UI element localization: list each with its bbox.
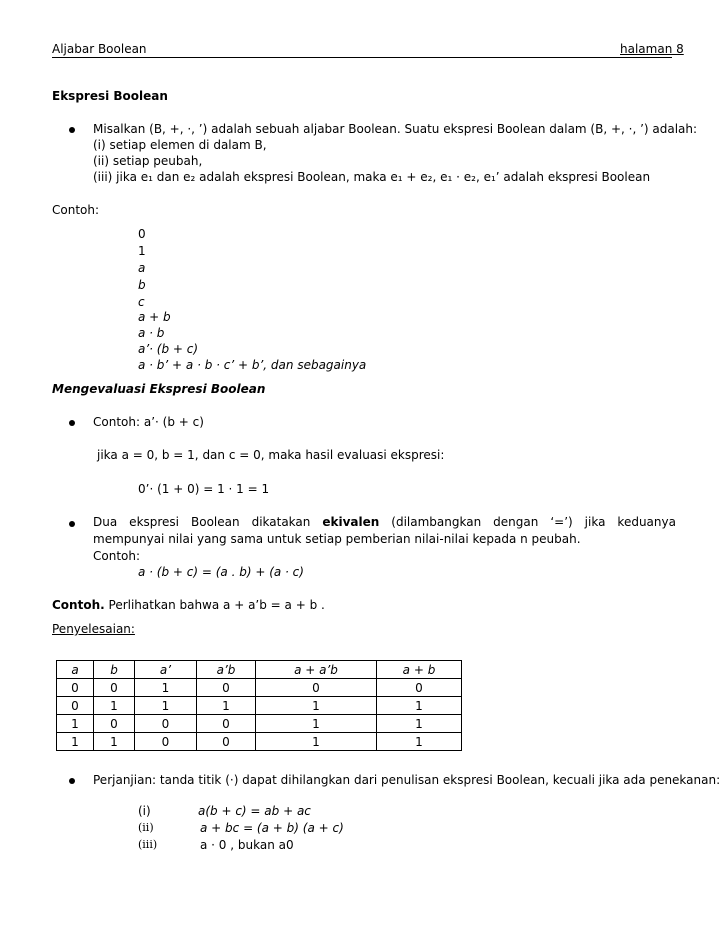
equivalence-example-label: Contoh: [93, 549, 141, 563]
example-label: Contoh: [52, 203, 100, 217]
table-row [57, 697, 462, 715]
solution-label: Penyelesaian: [52, 622, 135, 636]
definition-item-3: (iii) jika e₁ dan e₂ adalah ekspresi Boolean, maka e₁ + e₂, e₁ · e₂, e₁’ adalah ekspresi Boolean [93, 170, 651, 184]
table-cell: 1 [135, 679, 197, 697]
convention-expr-2: a + bc = (a + b) (a + c) [200, 821, 344, 835]
table-header-cell: a’ [135, 661, 197, 679]
table-cell: 0 [135, 715, 197, 733]
example-expr-5: c [138, 295, 145, 309]
example-expr-6: a + b [138, 310, 171, 324]
section-heading-ekspresi: Ekspresi Boolean [52, 89, 168, 103]
bullet-icon [69, 127, 75, 133]
table-header-cell: b [94, 661, 135, 679]
table-header-cell: a + b [377, 661, 462, 679]
table-cell: 0 [377, 679, 462, 697]
proof-example [52, 597, 325, 613]
evaluation-result: 0’· (1 + 0) = 1 · 1 = 1 [138, 482, 270, 496]
example-expr-8: a’· (b + c) [138, 342, 199, 356]
table-cell: 1 [197, 697, 256, 715]
bullet-icon [69, 420, 75, 426]
evaluation-example: Contoh: a’· (b + c) [93, 415, 204, 429]
definition-item-1: (i) setiap elemen di dalam B, [93, 138, 267, 152]
example-expr-9: a · b’ + a · b · c’ + b’, dan sebagainya [138, 358, 367, 372]
definition-intro: Misalkan (B, +, ·, ’) adalah sebuah aljabar Boolean. Suatu ekspresi Boolean dalam (B, +, ·, ’) adalah: [93, 122, 698, 136]
table-header-row [57, 661, 462, 679]
table-cell: 1 [94, 733, 135, 751]
table-cell: 1 [377, 733, 462, 751]
example-expr-3: a [138, 261, 146, 275]
table-cell: 1 [256, 697, 377, 715]
header-rule [52, 57, 672, 58]
equivalence-text-a: Dua ekspresi Boolean dikatakan [93, 515, 311, 529]
table-cell: 0 [197, 715, 256, 733]
section-heading-evaluasi: Mengevaluasi Ekspresi Boolean [52, 382, 266, 396]
table-cell: 0 [197, 679, 256, 697]
table-cell: 1 [377, 715, 462, 733]
bullet-icon [69, 778, 75, 784]
table-cell: 1 [377, 697, 462, 715]
table-cell: 0 [57, 679, 94, 697]
table-cell: 0 [197, 733, 256, 751]
table-cell: 1 [57, 733, 94, 751]
example-expr-1: 0 [138, 227, 146, 241]
definition-item-2: (ii) setiap peubah, [93, 154, 203, 168]
example-expr-4: b [138, 278, 146, 292]
evaluation-condition: jika a = 0, b = 1, dan c = 0, maka hasil evaluasi ekspresi: [97, 448, 445, 462]
table-row [57, 679, 462, 697]
table-cell: 0 [94, 715, 135, 733]
equivalence-definition [93, 514, 676, 548]
equivalence-example: a · (b + c) = (a . b) + (a · c) [138, 565, 304, 579]
table-header-cell: a + a’b [256, 661, 377, 679]
table-cell: 1 [135, 697, 197, 715]
bullet-icon [69, 521, 75, 527]
table-header-cell: a’b [197, 661, 256, 679]
header-title: Aljabar Boolean [52, 42, 147, 56]
table-cell: 0 [57, 697, 94, 715]
table-cell: 0 [135, 733, 197, 751]
table-cell: 0 [94, 679, 135, 697]
convention-expr-1: a(b + c) = ab + ac [198, 804, 311, 818]
table-row [57, 733, 462, 751]
table-cell: 1 [57, 715, 94, 733]
equivalence-term: ekivalen [322, 515, 380, 529]
proof-example-label: Contoh. [52, 598, 105, 612]
table-header-cell: a [57, 661, 94, 679]
convention-num-2: (ii) [138, 821, 154, 834]
table-cell: 0 [256, 679, 377, 697]
table-row [57, 715, 462, 733]
convention-expr-3: a · 0 , bukan a0 [200, 838, 294, 852]
table-cell: 1 [256, 715, 377, 733]
proof-example-text: Perlihatkan bahwa a + a’b = a + b . [108, 598, 325, 612]
example-expr-7: a · b [138, 326, 165, 340]
convention-num-3: (iii) [138, 838, 158, 851]
table-cell: 1 [94, 697, 135, 715]
truth-table [56, 660, 462, 751]
equivalence-text-b: (dilambangkan dengan ‘=’) jika keduanya mempunyai nilai yang sama untuk setiap pemberian nilai-nilai kepada n peubah. [93, 515, 676, 546]
page-number: halaman 8 [620, 42, 684, 56]
convention-num-1: (i) [138, 804, 151, 818]
table-cell: 1 [256, 733, 377, 751]
convention-text: Perjanjian: tanda titik (·) dapat dihilangkan dari penulisan ekspresi Boolean, kecuali jika ada penekanan: [93, 773, 721, 787]
example-expr-2: 1 [138, 244, 146, 258]
